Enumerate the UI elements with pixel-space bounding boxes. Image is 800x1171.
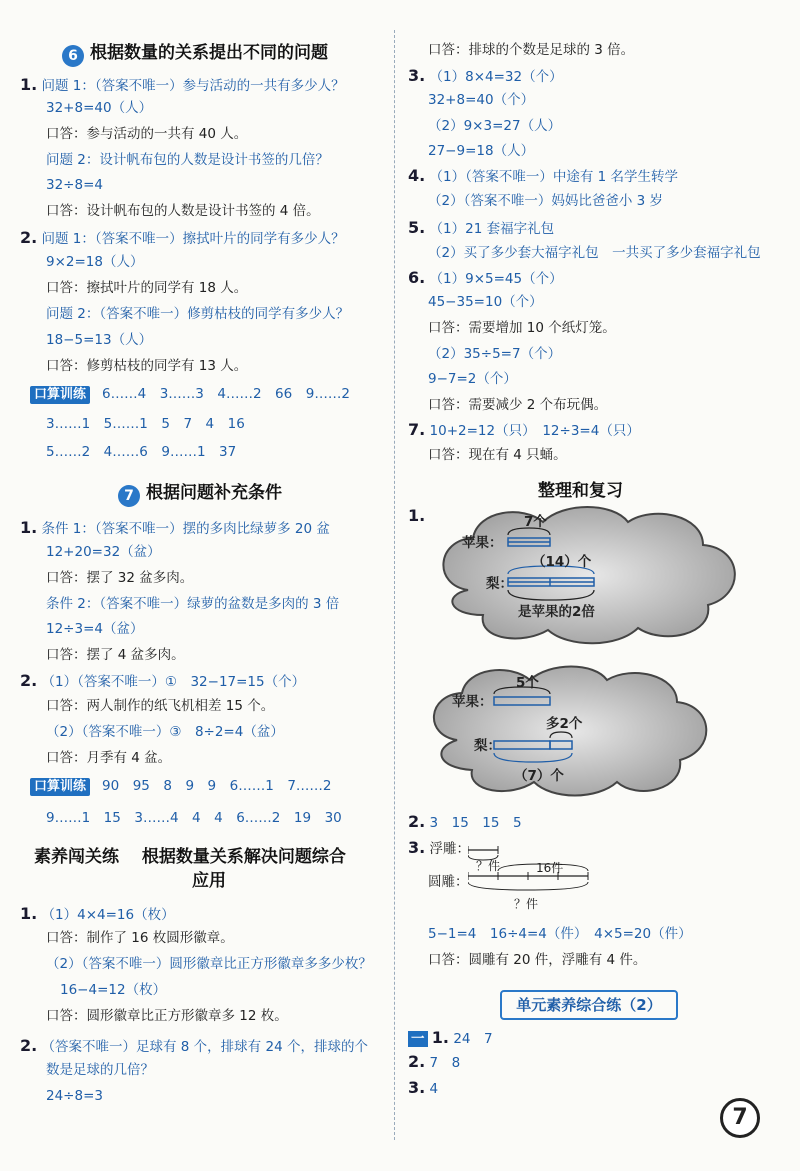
s8-q2-line-b: 数是足球的几倍？ [46,1062,154,1078]
sixteen-label: 16件 [536,861,564,875]
section-8-heading: 素养闯关练 根据数量关系解决问题综合 [34,847,346,867]
unit-q1: 一 1. 24 7 [408,1028,493,1049]
cloud2-pear-label: 梨： [474,738,501,754]
cloud1-seven-label: 7个 [524,514,547,530]
r-q6-line-c: 口答：需要增加 10 个纸灯笼。 [428,320,616,336]
q1-line-b: 32+8=40（人） [46,100,153,116]
s7-q1-line-c: 口答：摆了 32 盆多肉。 [46,570,194,586]
oral-training-tag-2: 口算训练 [30,778,90,796]
column-divider [394,30,395,1140]
q2-line-e: 18−5=13（人） [46,332,153,348]
review-heading: 整理和复习 [538,481,623,501]
s8-q2-line-a: 2. （答案不唯一）足球有 8 个，排球有 24 个，排球的个 [20,1036,368,1055]
r-q5-line-a: 5. （1）21 套福字礼包 [408,218,555,237]
q2-line-f: 口答：修剪枯枝的同学有 13 人。 [46,358,248,374]
q2-line-c: 口答：擦拭叶片的同学有 18 人。 [46,280,248,296]
s7-q2-line-b: 口答：两人制作的纸飞机相差 15 个。 [46,698,275,714]
unit-exercise-title: 单元素养综合练（2） [500,990,678,1020]
q1-line-c: 口答：参与活动的一共有 40 人。 [46,126,248,142]
cloud1-pear-label: 梨： [486,576,513,592]
r-q3-line-b: 32+8=40（个） [428,92,535,108]
section-7-badge: 7 [118,485,140,507]
review-q2: 2. 3 15 15 5 [408,812,522,831]
s8-q1-line-c: （2）（答案不唯一）圆形徽章比正方形徽章多多少枚？ [46,956,372,972]
s8-q2-line-c: 24÷8=3 [46,1088,103,1104]
section-7-heading: 7 根据问题补充条件 [118,478,282,507]
r-q3-line-d: 27−9=18（人） [428,143,535,159]
cloud2-more-label: 多2个 [546,716,583,732]
review-q3-calc: 5−1=4 16÷4=4（件） 4×5=20（件） [428,926,692,942]
section-6-badge: 6 [62,45,84,67]
r-answer-line: 口答：排球的个数是足球的 3 倍。 [428,42,635,58]
round-question-label: ？件 [514,897,539,911]
oral-training-1-row2: 3……1 5……1 5 7 4 16 [46,416,245,432]
cloud1-fourteen-label: （14）个 [532,554,592,570]
cloud1-apple-label: 苹果： [462,535,503,551]
oral-training-1-row3: 5……2 4……6 9……1 37 [46,444,237,460]
r-q6-line-a: 6. （1）9×5=45（个） [408,268,563,287]
r-q4-line-a: 4. （1）（答案不唯一）中途有 1 名学生转学 [408,166,679,185]
review-q3-label: 3. 浮雕： [408,838,471,857]
s7-q2-line-d: 口答：月季有 4 盆。 [46,750,172,766]
q2-line-a: 2. 问题 1：（答案不唯一）擦拭叶片的同学有多少人？ [20,228,345,247]
page-number: 7 [720,1098,760,1138]
oral-training-2-row2: 9……1 15 3……4 4 4 6……2 19 30 [46,810,342,826]
q1-line-f: 口答：设计帆布包的人数是设计书签的 4 倍。 [46,203,320,219]
cloud2-five-label: 5个 [516,675,539,691]
s7-q1-line-a: 1. 条件 1：（答案不唯一）摆的多肉比绿萝多 20 盆 [20,518,330,537]
q1-line-d: 问题 2：设计帆布包的人数是设计书签的几倍？ [46,152,329,168]
r-q3-line-c: （2）9×3=27（人） [428,118,562,134]
unit-q2: 2. 7 8 [408,1052,461,1071]
s7-q2-line-c: （2）（答案不唯一）③ 8÷2=4（盆） [46,724,284,740]
section-6-heading: 6 根据数量的关系提出不同的问题 [62,38,328,67]
r-q6-line-f: 口答：需要减少 2 个布玩偶。 [428,397,608,413]
s7-q2-line-a: 2. （1）（答案不唯一）① 32−17=15（个） [20,671,306,690]
review-q3-answer: 口答：圆雕有 20 件，浮雕有 4 件。 [428,952,647,968]
r-q3-line-a: 3. （1）8×4=32（个） [408,66,563,85]
cloud1-note: 是苹果的2倍 [518,604,595,620]
s8-q1-line-d: 16−4=12（枚） [60,982,167,998]
oral-training-1: 口算训练 6……4 3……3 4……2 66 9……2 [30,384,350,404]
s7-q1-line-b: 12+20=32（盆） [46,544,161,560]
cloud2-seven-label: （7）个 [514,768,564,784]
oral-training-tag: 口算训练 [30,386,90,404]
q2-line-d: 问题 2：（答案不唯一）修剪枯枝的同学有多少人？ [46,306,350,322]
r-q6-line-e: 9−7=2（个） [428,371,517,387]
r-q5-line-b: （2）买了多少套大福字礼包 一共买了多少套福字礼包 [428,245,761,261]
r-q7-line-a: 7. 10+2=12（只） 12÷3=4（只） [408,420,640,439]
s8-q1-line-e: 口答：圆形徽章比正方形徽章多 12 枚。 [46,1008,288,1024]
review-q1-number: 1. [408,506,426,525]
r-q7-line-b: 口答：现在有 4 只蛹。 [428,447,567,463]
q1-line-a: 1. 问题 1：（答案不唯一）参与活动的一共有多少人？ [20,75,345,94]
r-q6-line-b: 45−35=10（个） [428,294,543,310]
r-q6-line-d: （2）35÷5=7（个） [428,346,562,362]
s7-q1-line-f: 口答：摆了 4 盆多肉。 [46,647,185,663]
oral-training-2: 口算训练 90 95 8 9 9 6……1 7……2 [30,776,332,796]
round-sculpture-label: 圆雕： [428,874,469,890]
q2-line-b: 9×2=18（人） [46,254,144,270]
cloud-diagram-1 [428,500,750,645]
relief-question-label: ？件 [476,859,501,873]
unit-q3: 3. 4 [408,1078,439,1097]
s8-q1-line-b: 口答：制作了 16 枚圆形徽章。 [46,930,234,946]
cloud2-apple-label: 苹果： [452,694,493,710]
section-8-heading-2: 应用 [192,871,226,891]
s7-q1-line-e: 12÷3=4（盆） [46,621,144,637]
r-q4-line-b: （2）（答案不唯一）妈妈比爸爸小 3 岁 [428,193,664,209]
s7-q1-line-d: 条件 2：（答案不唯一）绿萝的盆数是多肉的 3 倍 [46,596,340,612]
q1-line-e: 32÷8=4 [46,177,103,193]
s8-q1-line-a: 1. （1）4×4=16（枚） [20,904,175,923]
